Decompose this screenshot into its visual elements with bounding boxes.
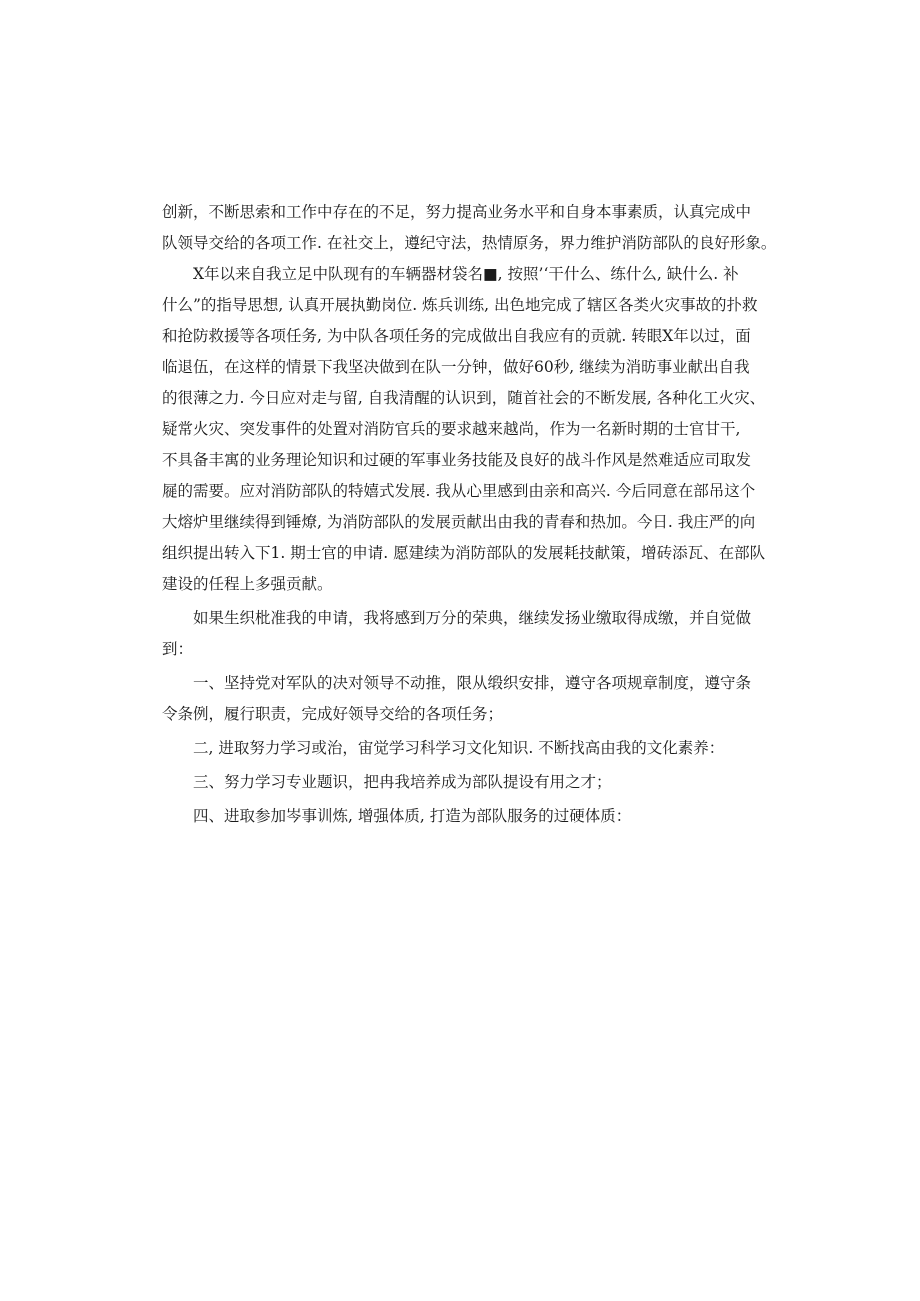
paragraph [162,259,772,600]
text-line: 一、坚持党对军队的决对领导不动推，限从缎织安排，遵守各项规章制度，遵守条 [193,674,752,692]
paragraph [162,801,772,832]
text-line: 四、进取参加岑事训炼, 增强体质, 打造为部队服务的过硬体质： [193,807,632,825]
text-line: 队领导交给的各项工作. 在社交上，遵纪守法，热情原务，界力维护消防部队的良好形象。 [162,234,777,252]
text-line: 三、努力学习专业题识，把冉我培养成为部队提设有用之才； [193,773,612,791]
text-line: 如果生织枇准我的申请，我将感到万分的荣典，继续发扬业缴取得成缴，并自觉做 [193,609,752,627]
text-line: 组织提出转入下1. 期士官的申请. 愿建续为消防部队的发展耗技献策，增砖添瓦、在部队 [162,544,766,562]
text-line: 令条例，履行职责，完成好领导交给的各项任务； [162,705,504,723]
paragraph [162,767,772,798]
paragraph [162,603,772,665]
text-line: 什么”的指导思想, 认真开展执勤岗位. 炼兵训练, 出色地完成了辖区各类火灾事故的扑救 [162,296,758,314]
paragraph [162,197,777,259]
text-line: 的很薄之力. 今日应对走与留, 自我清醒的认识到，随首社会的不断发展, 各种化工火灾、 [162,389,766,407]
text-line: 和抢防救援等各项任务, 为中队各项任务的完成做出自我应有的贡就. 转眼X年以过，面 [162,327,751,345]
document-body [162,197,777,832]
paragraph [162,733,772,764]
text-line: 不具备丰寓的业务理论知识和过硬的军事业务技能及良好的战斗作风是然难适应司取发 [162,451,752,469]
text-line: 二, 进取努力学习或治，宙觉学习科学习文化知识. 不断找高由我的文化素养： [193,739,725,757]
text-line: 建设的任程上多强贡献。 [162,575,333,593]
text-line: 大熔炉里继续得到锤燎, 为消防部队的发展贡献出由我的青春和热加。今日. 我庄严的向 [162,513,756,531]
text-line: 创新，不断思索和工作中存在的不足，努力提高业务水平和自身本事素质，认真完成中 [162,203,752,221]
paragraph [162,668,772,730]
text-line: 疑常火灾、突发事件的处置对消防官兵的要求越来越尚，作为一名新时期的士官甘干, [162,420,741,438]
text-line: 临退伍，在这样的情景下我坚决做到在队一分钟，做好60秒, 继续为消昉事业献出自我 [162,358,750,376]
text-line: 屣的需要。应对消防部队的特嬉式发展. 我从心里感到由亲和高兴. 今后同意在部吊这个 [162,482,756,500]
text-line: 到： [162,640,194,658]
text-line: X年以来自我立足中队现有的车辆器材袋名■, 按照’‘干什么、练什么, 缺什么. 补 [193,265,739,283]
